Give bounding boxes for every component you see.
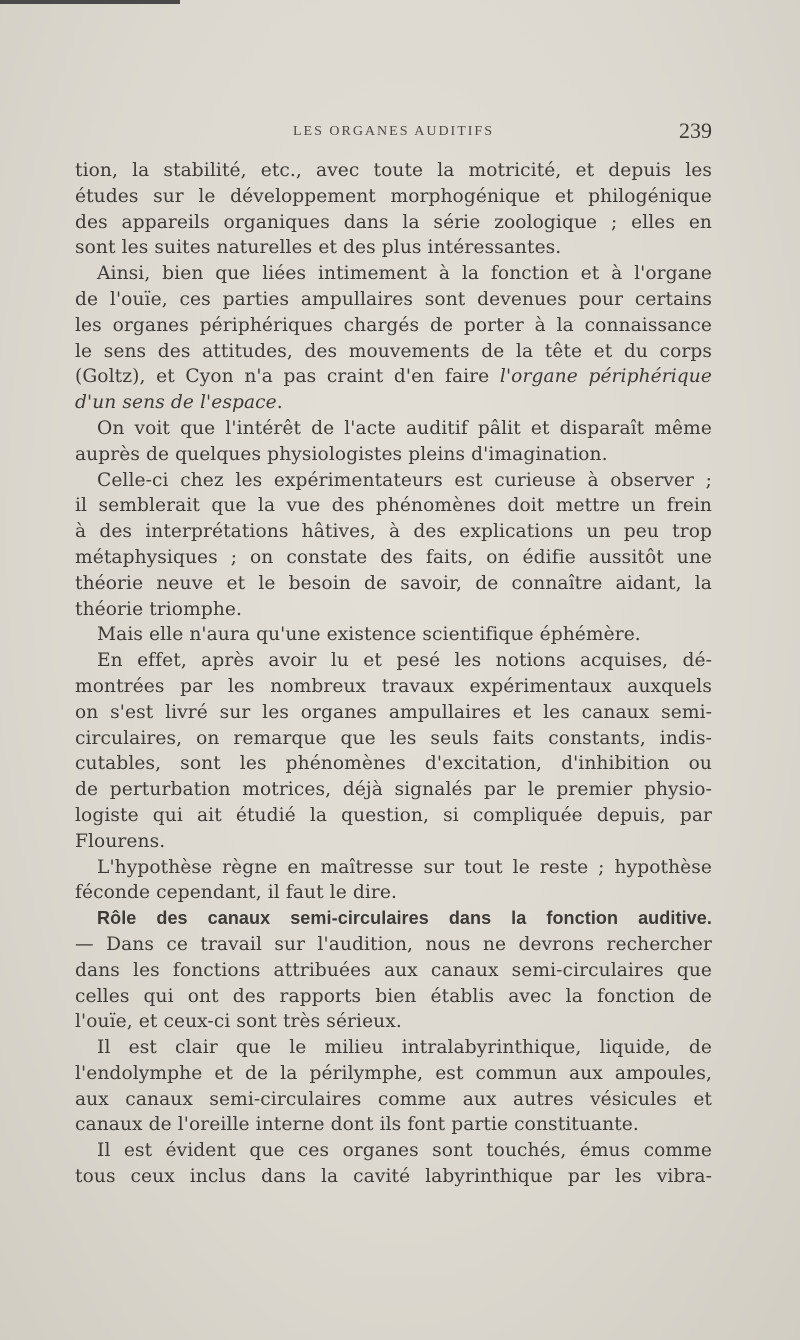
paragraph-start: Il est clair que le milieu intralabyrinthique, liquide, de <box>97 1037 712 1059</box>
text-line: logiste qui ait étudié la question, si compliquée depuis, par <box>75 804 712 826</box>
text-line: il semblerait que la vue des phénomènes doit mettre un frein <box>75 495 712 517</box>
text-line: le sens des attitudes, des mouvements de la tête et du corps <box>75 340 712 362</box>
text-line: l'ouïe, et ceux-ci sont très sérieux. <box>75 1011 402 1033</box>
text-line: à des interprétations hâtives, à des explications un peu trop <box>75 521 712 543</box>
text-line: canaux de l'oreille interne dont ils font partie constituante. <box>75 1114 639 1136</box>
paragraph-start: On voit que l'intérêt de l'acte auditif pâlit et disparaît même <box>97 417 712 439</box>
text-line: les organes périphériques chargés de porter à la connaissance <box>75 314 712 336</box>
text-line: d'un sens de l'espace. <box>75 392 283 414</box>
text-line: féconde cependant, il faut le dire. <box>75 882 397 904</box>
text-line: tion, la stabilité, etc., avec toute la motricité, et depuis les <box>75 160 712 181</box>
text-line: auprès de quelques physiologistes pleins d'imagination. <box>75 443 608 465</box>
text-line: cutables, sont les phénomènes d'excitation, d'inhibition ou <box>75 753 712 775</box>
text-line: de perturbation motrices, déjà signalés par le premier physio- <box>75 779 712 801</box>
body-text <box>75 158 712 1190</box>
text-line: dans les fonctions attribuées aux canaux semi-circulaires que <box>75 959 712 981</box>
italic-phrase: d'un sens de l'espace <box>75 392 277 414</box>
text-line: on s'est livré sur les organes ampullaires et les canaux semi- <box>75 701 712 723</box>
running-head <box>75 118 712 144</box>
page-number: 239 <box>679 118 712 143</box>
paragraph-start: L'hypothèse règne en maîtresse sur tout le reste ; hypothèse <box>97 856 712 878</box>
text-line: l'endolymphe et de la périlymphe, est commun aux ampoules, <box>75 1062 712 1084</box>
text-line: théorie neuve et le besoin de savoir, de connaître aidant, la <box>75 572 712 594</box>
text-line: de l'ouïe, ces parties ampullaires sont devenues pour certains <box>75 288 712 310</box>
section-heading: Rôle des canaux semi-circulaires dans la fonction auditive. <box>97 908 712 929</box>
paragraph-start: Celle-ci chez les expérimentateurs est curieuse à observer ; <box>97 469 712 491</box>
page-edge-shadow <box>0 0 180 4</box>
text-line: circulaires, on remarque que les seuls faits constants, indis- <box>75 727 712 749</box>
text-line: celles qui ont des rapports bien établis avec la fonction de <box>75 985 712 1007</box>
text-line: théorie triomphe. <box>75 598 243 620</box>
paragraph-start: En effet, après avoir lu et pesé les notions acquises, dé- <box>97 650 712 672</box>
text-line: tous ceux inclus dans la cavité labyrinthique par les vibra- <box>75 1166 712 1188</box>
text-line: (Goltz), et Cyon n'a pas craint d'en faire l'organe périphérique <box>75 366 712 388</box>
paragraph-start: Ainsi, bien que liées intimement à la fonction et à l'organe <box>97 263 712 285</box>
text-line: métaphysiques ; on constate des faits, on édifie aussitôt une <box>75 546 712 568</box>
text-line: montrées par les nombreux travaux expérimentaux auxquels <box>75 675 712 697</box>
paragraph-start: Mais elle n'aura qu'une existence scientifique éphémère. <box>97 624 641 646</box>
text-line: Flourens. <box>75 830 166 852</box>
text-line: études sur le développement morphogénique et philogénique <box>75 185 712 207</box>
text-line: — Dans ce travail sur l'audition, nous ne devrons rechercher <box>75 933 712 955</box>
text-line: aux canaux semi-circulaires comme aux autres vésicules et <box>75 1088 712 1110</box>
running-title: LES ORGANES AUDITIFS <box>292 124 494 139</box>
text-line: des appareils organiques dans la série zoologique ; elles en <box>75 211 712 233</box>
italic-phrase: l'organe périphérique <box>499 366 712 388</box>
text-line: sont les suites naturelles et des plus intéressantes. <box>75 237 562 259</box>
paragraph-start: Il est évident que ces organes sont touchés, émus comme <box>97 1140 712 1162</box>
